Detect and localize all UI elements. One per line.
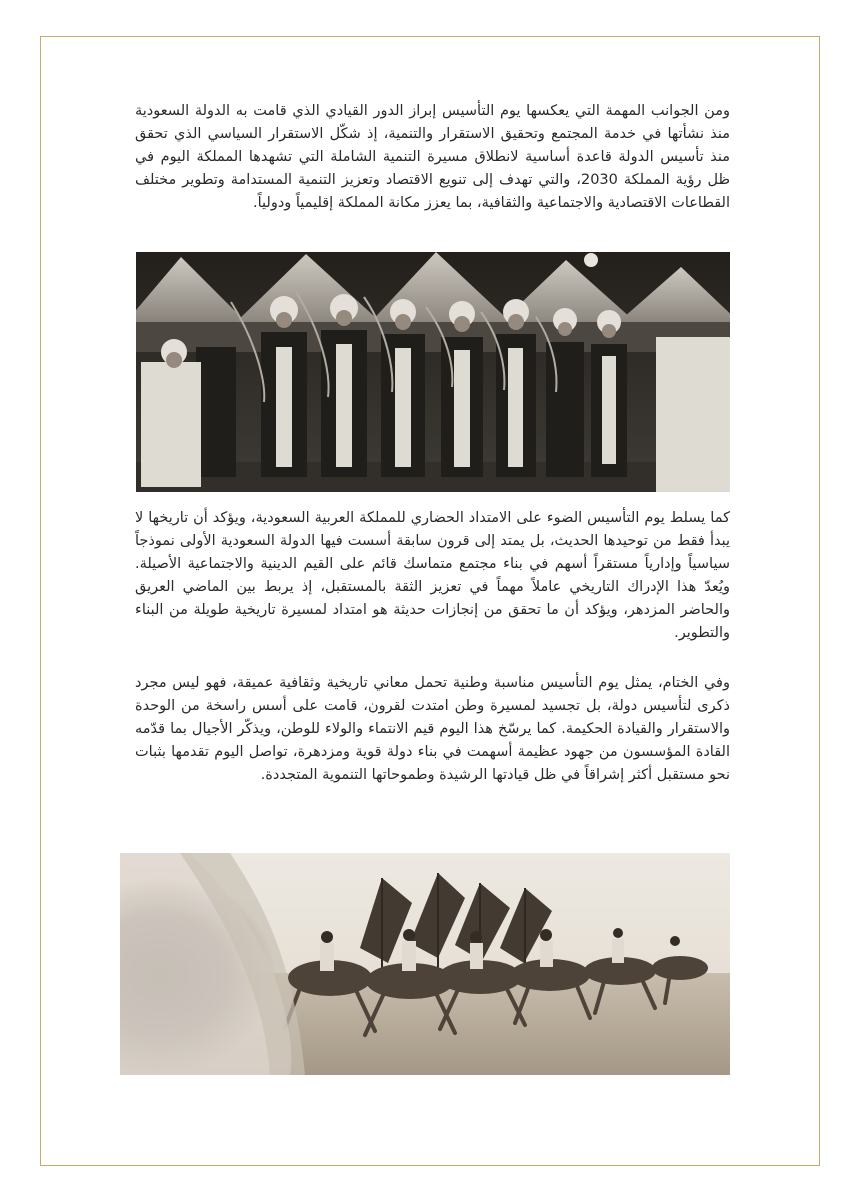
photo-camel-riders-with-flags [120,853,730,1075]
paragraph-civilizational-extension: كما يسلط يوم التأسيس الضوء على الامتداد الحضاري للمملكة العربية السعودية، ويؤكد أن تاريخها لا يبدأ فقط من توحيدها الحديث، بل يمتد إلى قرون سابقة أسست فيها الدولة السعودية الأولى نموذجاً سياسياً وإدارياً مستقراً أسهم في بناء مجتمع متماسك قائم على القيم الدينية والاجتماعية الأصيلة. ويُعدّ هذا الإدراك التاريخي عاملاً مهماً في تعزيز الثقة بالمستقبل، إذ يربط بين الماضي العريق والحاضر المزدهر، ويؤكد أن ما تحقق من إنجازات حديثة هو امتداد لمسيرة تاريخية طويلة من البناء والتطوير. [135,510,730,641]
photo-ardah-sword-dance [136,252,730,492]
paragraph-conclusion: وفي الختام، يمثل يوم التأسيس مناسبة وطنية تحمل معاني تاريخية وثقافية عميقة، فهو ليس مجرد ذكرى لتأسيس دولة، بل تجسيد لمسيرة وطن امتدت لقرون، قامت على أسس راسخة من الوحدة والاستقرار والقيادة الحكيمة. كما يرسّخ هذا اليوم قيم الانتماء والولاء للوطن، ويذكّر الأجيال بما قدّمه القادة المؤسسون من جهود عظيمة أسهمت في بناء دولة قوية ومزدهرة، تواصل اليوم تقدمها بثبات نحو مستقبل أكثر إشراقاً في ظل قيادتها الرشيدة وطموحاتها التنموية المتجددة. [135,675,730,783]
paragraph-leadership-role: ومن الجوانب المهمة التي يعكسها يوم التأسيس إبراز الدور القيادي الذي قامت به الدولة السعودية منذ نشأتها في خدمة المجتمع وتحقيق الاستقرار والتنمية، إذ شكّل الاستقرار السياسي الذي تحقق منذ تأسيس الدولة قاعدة أساسية لانطلاق مسيرة التنمية الشاملة التي تشهدها المملكة اليوم في ظل رؤية المملكة 2030، والتي تهدف إلى تنويع الاقتصاد وتعزيز التنمية المستدامة وتطوير مختلف القطاعات الاقتصادية والاجتماعية والثقافية، بما يعزز مكانة المملكة إقليمياً ودولياً. [135,103,730,211]
